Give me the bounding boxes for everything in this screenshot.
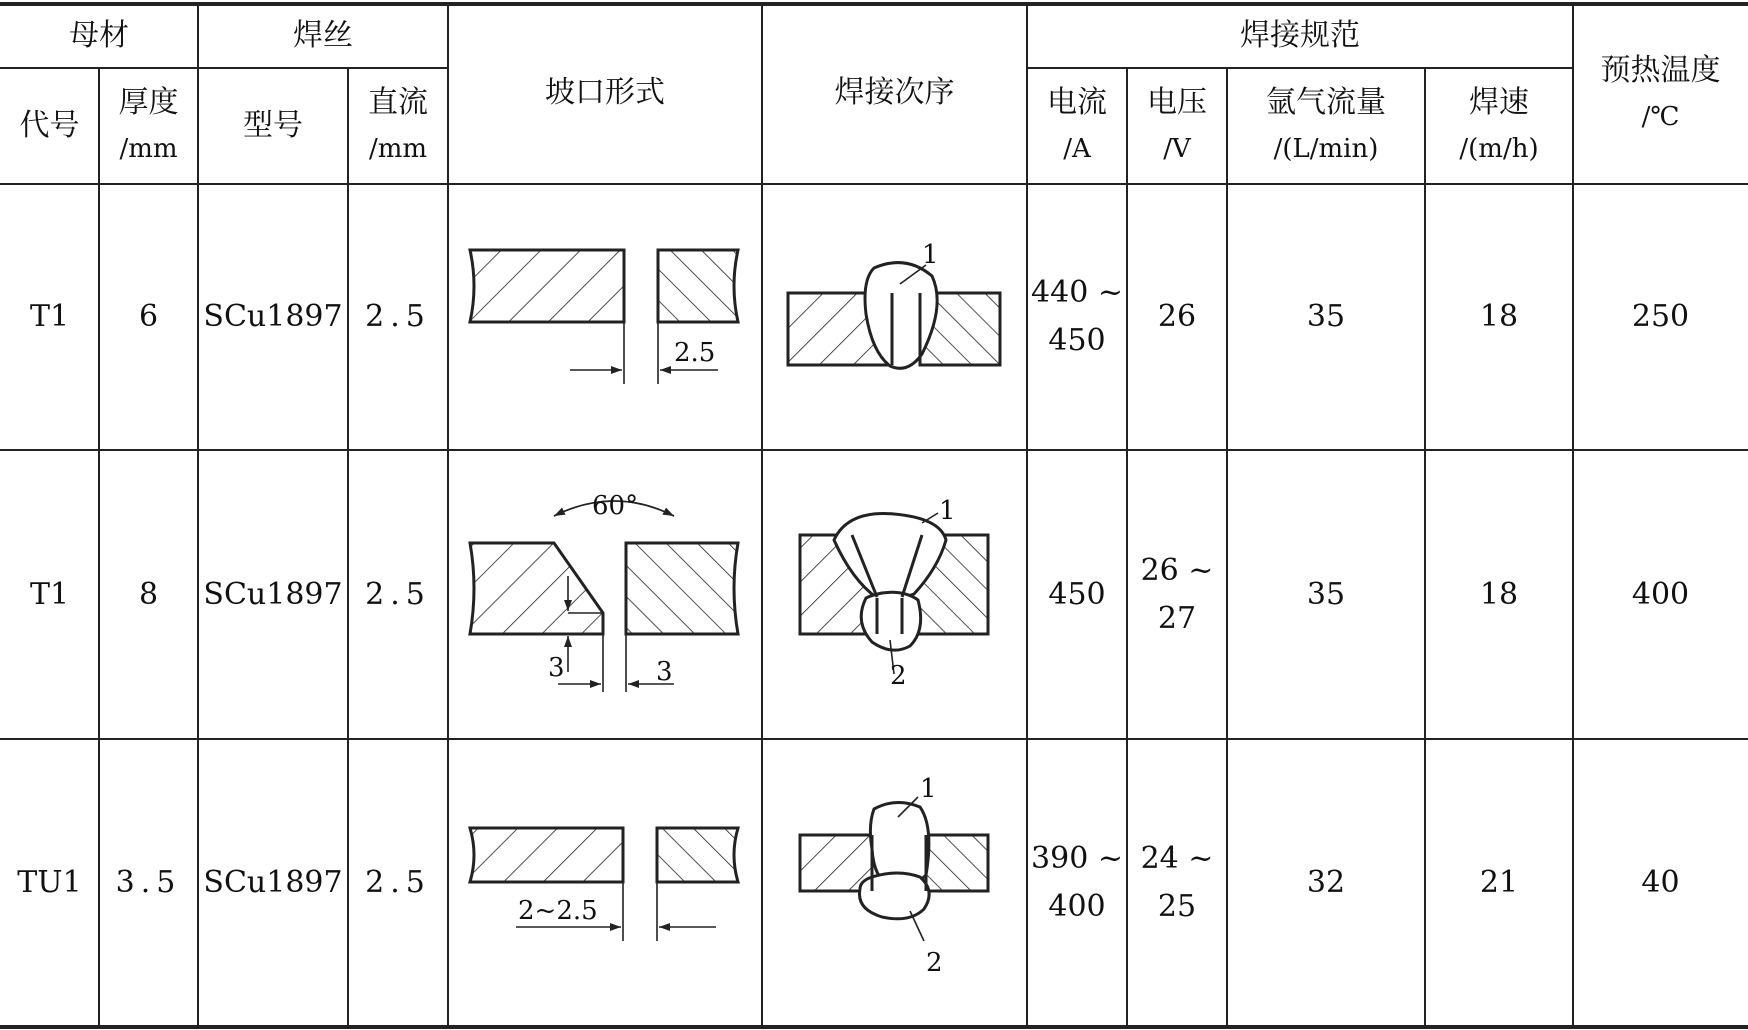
cell-argon-value: 35 (1306, 576, 1346, 612)
cell-diameter-value: 2.5 (365, 865, 431, 900)
cell-preheat-value: 400 (1631, 576, 1690, 612)
cell-voltage-line1: 26 (1157, 299, 1197, 334)
pass-2-label: 2 (890, 661, 907, 691)
header-voltage-unit: /V (1163, 134, 1191, 164)
cell-speed (1425, 184, 1573, 450)
sequence-diagram-single-pass (762, 184, 1027, 450)
cell-voltage (1127, 739, 1227, 1027)
cell-code (0, 184, 99, 450)
header-diameter-unit: /mm (368, 134, 428, 164)
header-preheat-unit: /℃ (1641, 102, 1680, 132)
pass-1-label: 1 (922, 240, 939, 270)
cell-diameter (348, 184, 448, 450)
cell-preheat (1573, 450, 1748, 739)
cell-argon (1227, 739, 1425, 1027)
cell-voltage-line2: 25 (1157, 889, 1197, 924)
cell-code (0, 450, 99, 739)
cell-diameter (348, 739, 448, 1027)
header-base-metal-label: 母材 (69, 18, 129, 53)
cell-thickness-value: 3.5 (115, 865, 182, 900)
header-model-label: 型号 (243, 108, 303, 143)
cell-preheat-value: 250 (1631, 299, 1690, 334)
pass-1-label: 1 (920, 774, 937, 804)
cell-current-line1: 390 ~ (1031, 841, 1123, 876)
pass-2-label: 2 (926, 948, 943, 978)
groove-angle-label: 60° (592, 491, 639, 521)
cell-speed (1425, 450, 1573, 739)
cell-preheat (1573, 739, 1748, 1027)
cell-thickness (99, 184, 198, 450)
header-filler-wire-label: 焊丝 (293, 18, 353, 53)
cell-voltage (1127, 450, 1227, 739)
header-thickness-unit: /mm (119, 134, 178, 164)
cell-current (1027, 184, 1127, 450)
cell-thickness (99, 739, 198, 1027)
cell-diameter-value: 2.5 (365, 576, 431, 612)
header-sequence (762, 4, 1027, 184)
cell-argon-value: 32 (1306, 865, 1346, 900)
cell-model-value: SCu1897 (203, 576, 343, 612)
cell-voltage (1127, 184, 1227, 450)
header-thickness (99, 68, 198, 184)
cell-speed (1425, 739, 1573, 1027)
cell-preheat-value: 40 (1641, 865, 1680, 900)
header-preheat (1573, 4, 1748, 184)
cell-current-line1: 450 (1048, 576, 1106, 612)
groove-gap-label: 3 (656, 657, 673, 687)
cell-current-line2: 450 (1048, 323, 1106, 358)
cell-argon (1227, 184, 1425, 450)
cell-code-value: T1 (29, 576, 70, 612)
header-voltage-label: 电压 (1147, 85, 1207, 120)
header-thickness-label: 厚度 (118, 85, 179, 120)
cell-diameter-value: 2.5 (365, 299, 431, 334)
cell-voltage-line1: 26 ~ (1140, 552, 1214, 588)
cell-model (198, 450, 348, 739)
cell-voltage-line1: 24 ~ (1140, 841, 1214, 876)
header-spec (1027, 4, 1573, 68)
cell-speed-value: 21 (1479, 865, 1519, 900)
header-spec-label: 焊接规范 (1240, 18, 1360, 53)
header-current-unit: /A (1063, 134, 1091, 164)
header-argon-unit: /(L/min) (1273, 134, 1379, 164)
cell-current (1027, 739, 1127, 1027)
groove-diagram-v-groove (448, 450, 762, 739)
cell-thickness-value: 8 (138, 576, 159, 612)
header-argon-label: 氩气流量 (1266, 85, 1386, 120)
groove-gap-label: 2.5 (674, 338, 716, 368)
groove-root-label: 3 (548, 653, 565, 683)
header-preheat-label: 预热温度 (1600, 53, 1721, 88)
header-groove-label: 坡口形式 (545, 75, 665, 110)
cell-current (1027, 450, 1127, 739)
header-diameter-label: 直流 (368, 85, 428, 120)
header-filler-wire (198, 4, 448, 68)
header-current-label: 电流 (1047, 85, 1107, 120)
cell-thickness-value: 6 (138, 299, 159, 334)
groove-diagram-thin-butt (448, 739, 762, 1027)
groove-diagram-square-butt (448, 184, 762, 450)
header-speed-label: 焊速 (1469, 85, 1529, 120)
cell-argon-value: 35 (1306, 299, 1346, 334)
sequence-diagram-two-pass (762, 450, 1027, 739)
cell-model (198, 739, 348, 1027)
groove-gap-label: 2~2.5 (518, 896, 598, 926)
cell-current-line1: 440 ~ (1031, 275, 1123, 310)
header-code-label: 代号 (19, 108, 80, 143)
sequence-diagram-thin-two-pass (762, 739, 1027, 1027)
cell-code (0, 739, 99, 1027)
cell-argon (1227, 450, 1425, 739)
cell-code-value: TU1 (17, 865, 82, 900)
header-groove (448, 4, 762, 184)
pass-1-label: 1 (939, 496, 956, 526)
header-current (1027, 68, 1127, 184)
cell-voltage-line2: 27 (1157, 600, 1197, 636)
cell-current-line2: 400 (1048, 889, 1106, 924)
header-argon (1227, 68, 1425, 184)
cell-code-value: T1 (29, 299, 70, 334)
header-model (198, 68, 348, 184)
cell-model-value: SCu1897 (203, 299, 343, 334)
cell-speed-value: 18 (1479, 576, 1519, 612)
header-voltage (1127, 68, 1227, 184)
cell-model (198, 184, 348, 450)
header-code (0, 68, 99, 184)
cell-model-value: SCu1897 (203, 865, 343, 900)
cell-thickness (99, 450, 198, 739)
header-base-metal (0, 4, 198, 68)
header-sequence-label: 焊接次序 (834, 75, 955, 110)
header-diameter (348, 68, 448, 184)
header-speed-unit: /(m/h) (1459, 134, 1539, 164)
cell-diameter (348, 450, 448, 739)
cell-preheat (1573, 184, 1748, 450)
cell-speed-value: 18 (1479, 299, 1519, 334)
header-speed (1425, 68, 1573, 184)
